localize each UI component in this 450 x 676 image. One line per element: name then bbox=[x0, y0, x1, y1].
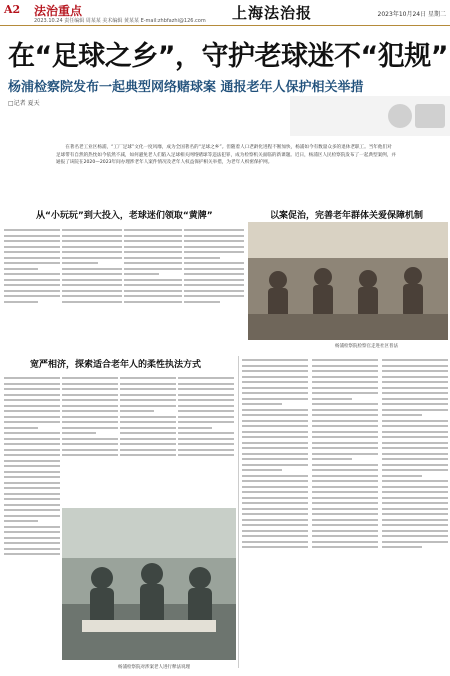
banner-image bbox=[290, 96, 450, 136]
section-heading-3: 宽严相济，探索适合老年人的柔性执法方式 bbox=[30, 360, 202, 370]
page-header bbox=[0, 0, 450, 26]
section-heading-1: 从“小玩玩”到大投入，老球迷们领取“黄牌” bbox=[36, 211, 213, 221]
article-column bbox=[120, 374, 176, 504]
article-column bbox=[382, 356, 448, 668]
article-photo-1 bbox=[248, 222, 448, 340]
issue-date: 2023年10月24日 星期二 bbox=[377, 11, 446, 18]
section-title: 法治重点 bbox=[34, 4, 83, 18]
article-column bbox=[242, 356, 308, 668]
photo-caption-1: 杨浦检察院检察官走进社区普法 bbox=[335, 344, 398, 349]
sub-headline: 杨浦检察院发布一起典型网络赌球案 通报老年人保护相关举措 bbox=[8, 80, 364, 95]
intro-paragraph: 在著名老工业区杨浦，“工厂足球”文化一度风靡，成为全国著名的“足球之乡”。但随着人口老龄化进程不断加快，杨浦如今有数量众多的退休老职工。当年他们对足球带有自然的热忱如今依然不减，如何避免老人们陷入足球相关网络赌球等违法犯罪，成为检察机关面临的新课题。近日，杨浦区人民检察院发布了一起典型案例，并通报了该院在2020—2023年间办理涉老年人案件情况及老年人权益保护相关举措，为老年人织密保护网。 bbox=[56, 145, 396, 166]
article-column bbox=[62, 226, 122, 350]
article-column bbox=[4, 226, 60, 350]
article-column bbox=[178, 374, 234, 504]
article-column bbox=[124, 226, 182, 350]
byline: □记者 夏天 bbox=[8, 100, 40, 107]
section-heading-2: 以案促治，完善老年群体关爱保障机制 bbox=[270, 211, 424, 221]
main-headline: 在“足球之乡”，守护老球迷不“犯规” bbox=[8, 41, 448, 72]
article-column bbox=[312, 356, 378, 668]
article-column bbox=[4, 374, 60, 668]
column-divider bbox=[238, 356, 239, 668]
staff-line: 2023.10.24 责任编辑 周某某 美术编辑 黄某某 E-mail:zhbfazhi@126.com bbox=[34, 18, 206, 24]
photo-caption-2: 杨浦检察院对涉案老人进行释法说理 bbox=[118, 665, 190, 670]
article-column bbox=[184, 226, 244, 350]
article-photo-2 bbox=[62, 508, 236, 660]
page-number: A2 bbox=[4, 3, 21, 16]
article-column bbox=[62, 374, 118, 504]
newspaper-logo: 上海法治报 bbox=[232, 4, 313, 22]
